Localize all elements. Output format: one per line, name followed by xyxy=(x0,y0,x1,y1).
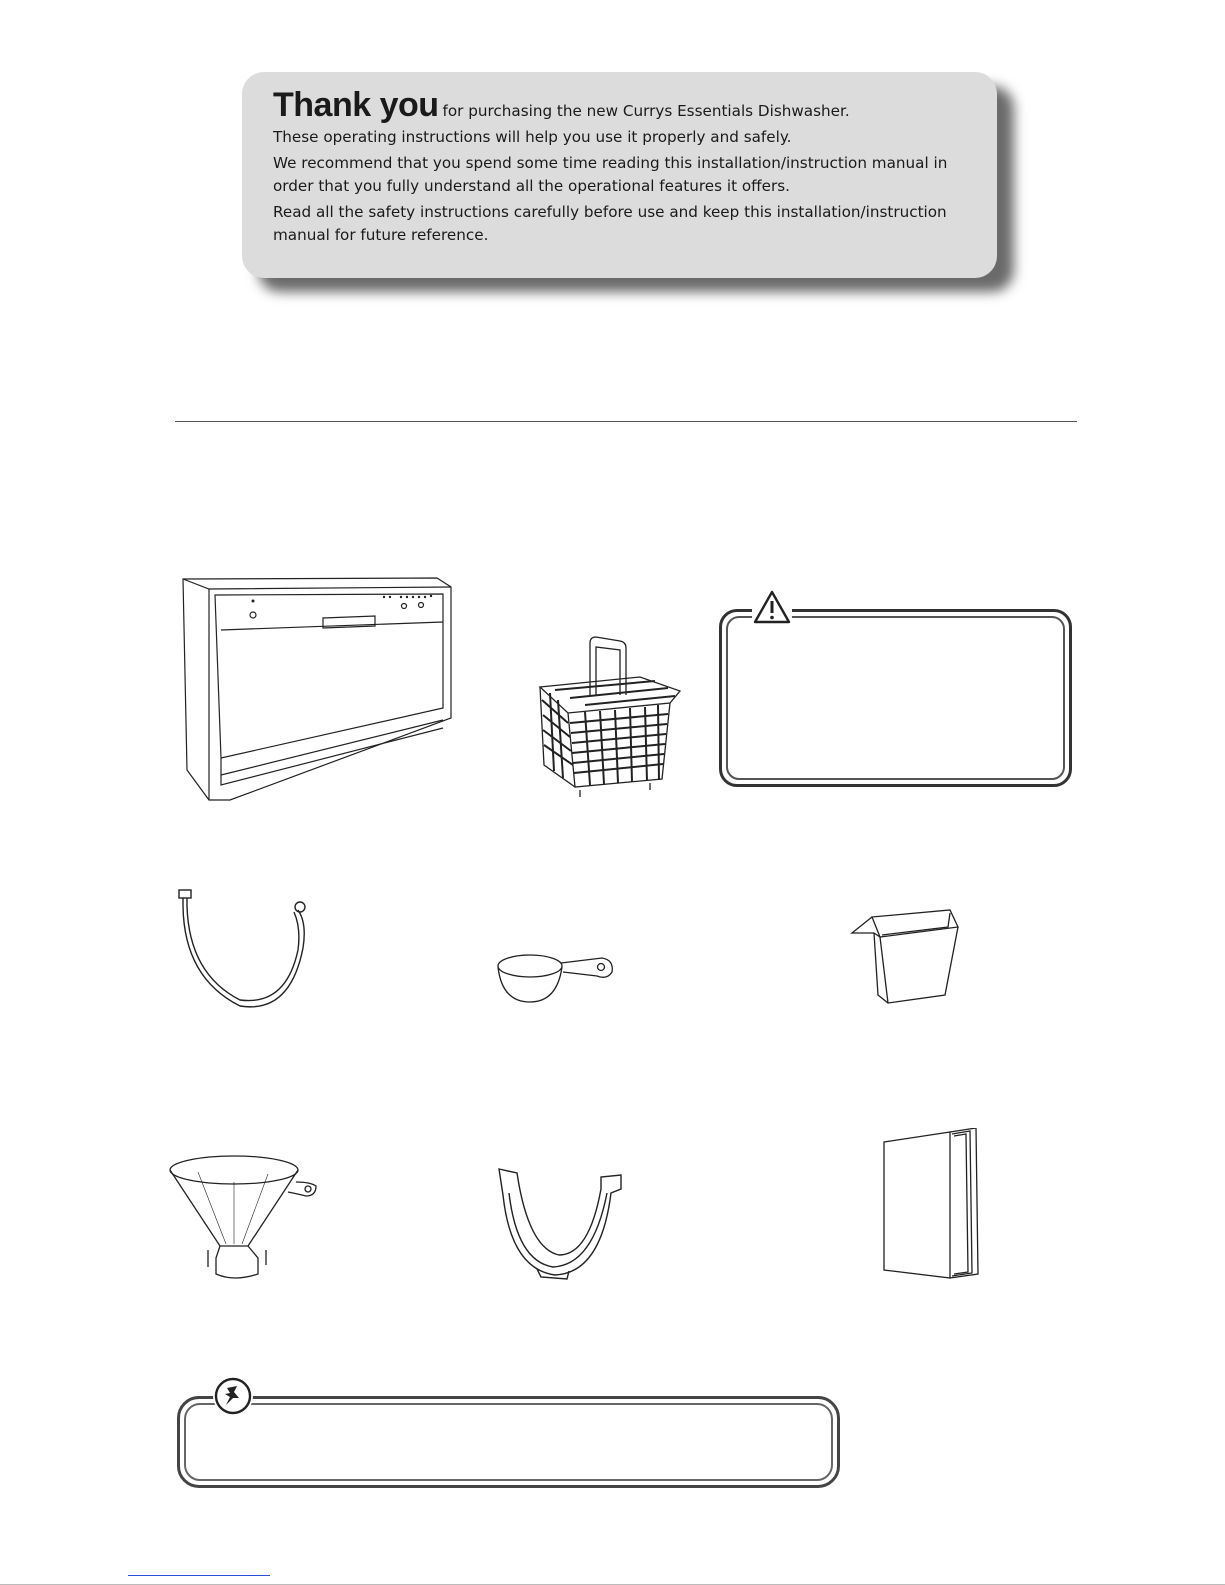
intro-lead-text: for purchasing the new Currys Essentials Dishwasher. xyxy=(442,102,850,120)
dishwasher-icon xyxy=(175,570,455,820)
manual-booklet-icon xyxy=(880,1128,990,1288)
intro-box xyxy=(242,72,997,278)
cutlery-basket-icon xyxy=(530,635,690,805)
pushpin-icon xyxy=(213,1376,253,1416)
intro-paragraph-2: We recommend that you spend some time reading this installation/instruction manual in order that you fully understand all the operational features it offers. xyxy=(273,153,948,195)
funnel-icon xyxy=(168,1152,328,1292)
intro-paragraph-3: Read all the safety instructions carefully before use and keep this installation/instruction manual for future reference. xyxy=(273,202,947,244)
thank-you-heading: Thank you xyxy=(273,86,439,124)
warning-box xyxy=(719,609,1072,787)
note-box xyxy=(177,1396,840,1488)
intro-lead xyxy=(273,86,967,126)
intro-line-2: These operating instructions will help you use it properly and safely. xyxy=(273,128,792,146)
hose-holder-icon xyxy=(497,1165,632,1290)
section-divider xyxy=(175,421,1077,422)
measuring-cup-icon xyxy=(850,905,965,1010)
inlet-hose-icon xyxy=(170,888,320,1018)
warning-icon xyxy=(752,589,792,625)
measuring-spoon-icon xyxy=(497,950,622,1010)
footer-link-underline xyxy=(128,1575,270,1576)
